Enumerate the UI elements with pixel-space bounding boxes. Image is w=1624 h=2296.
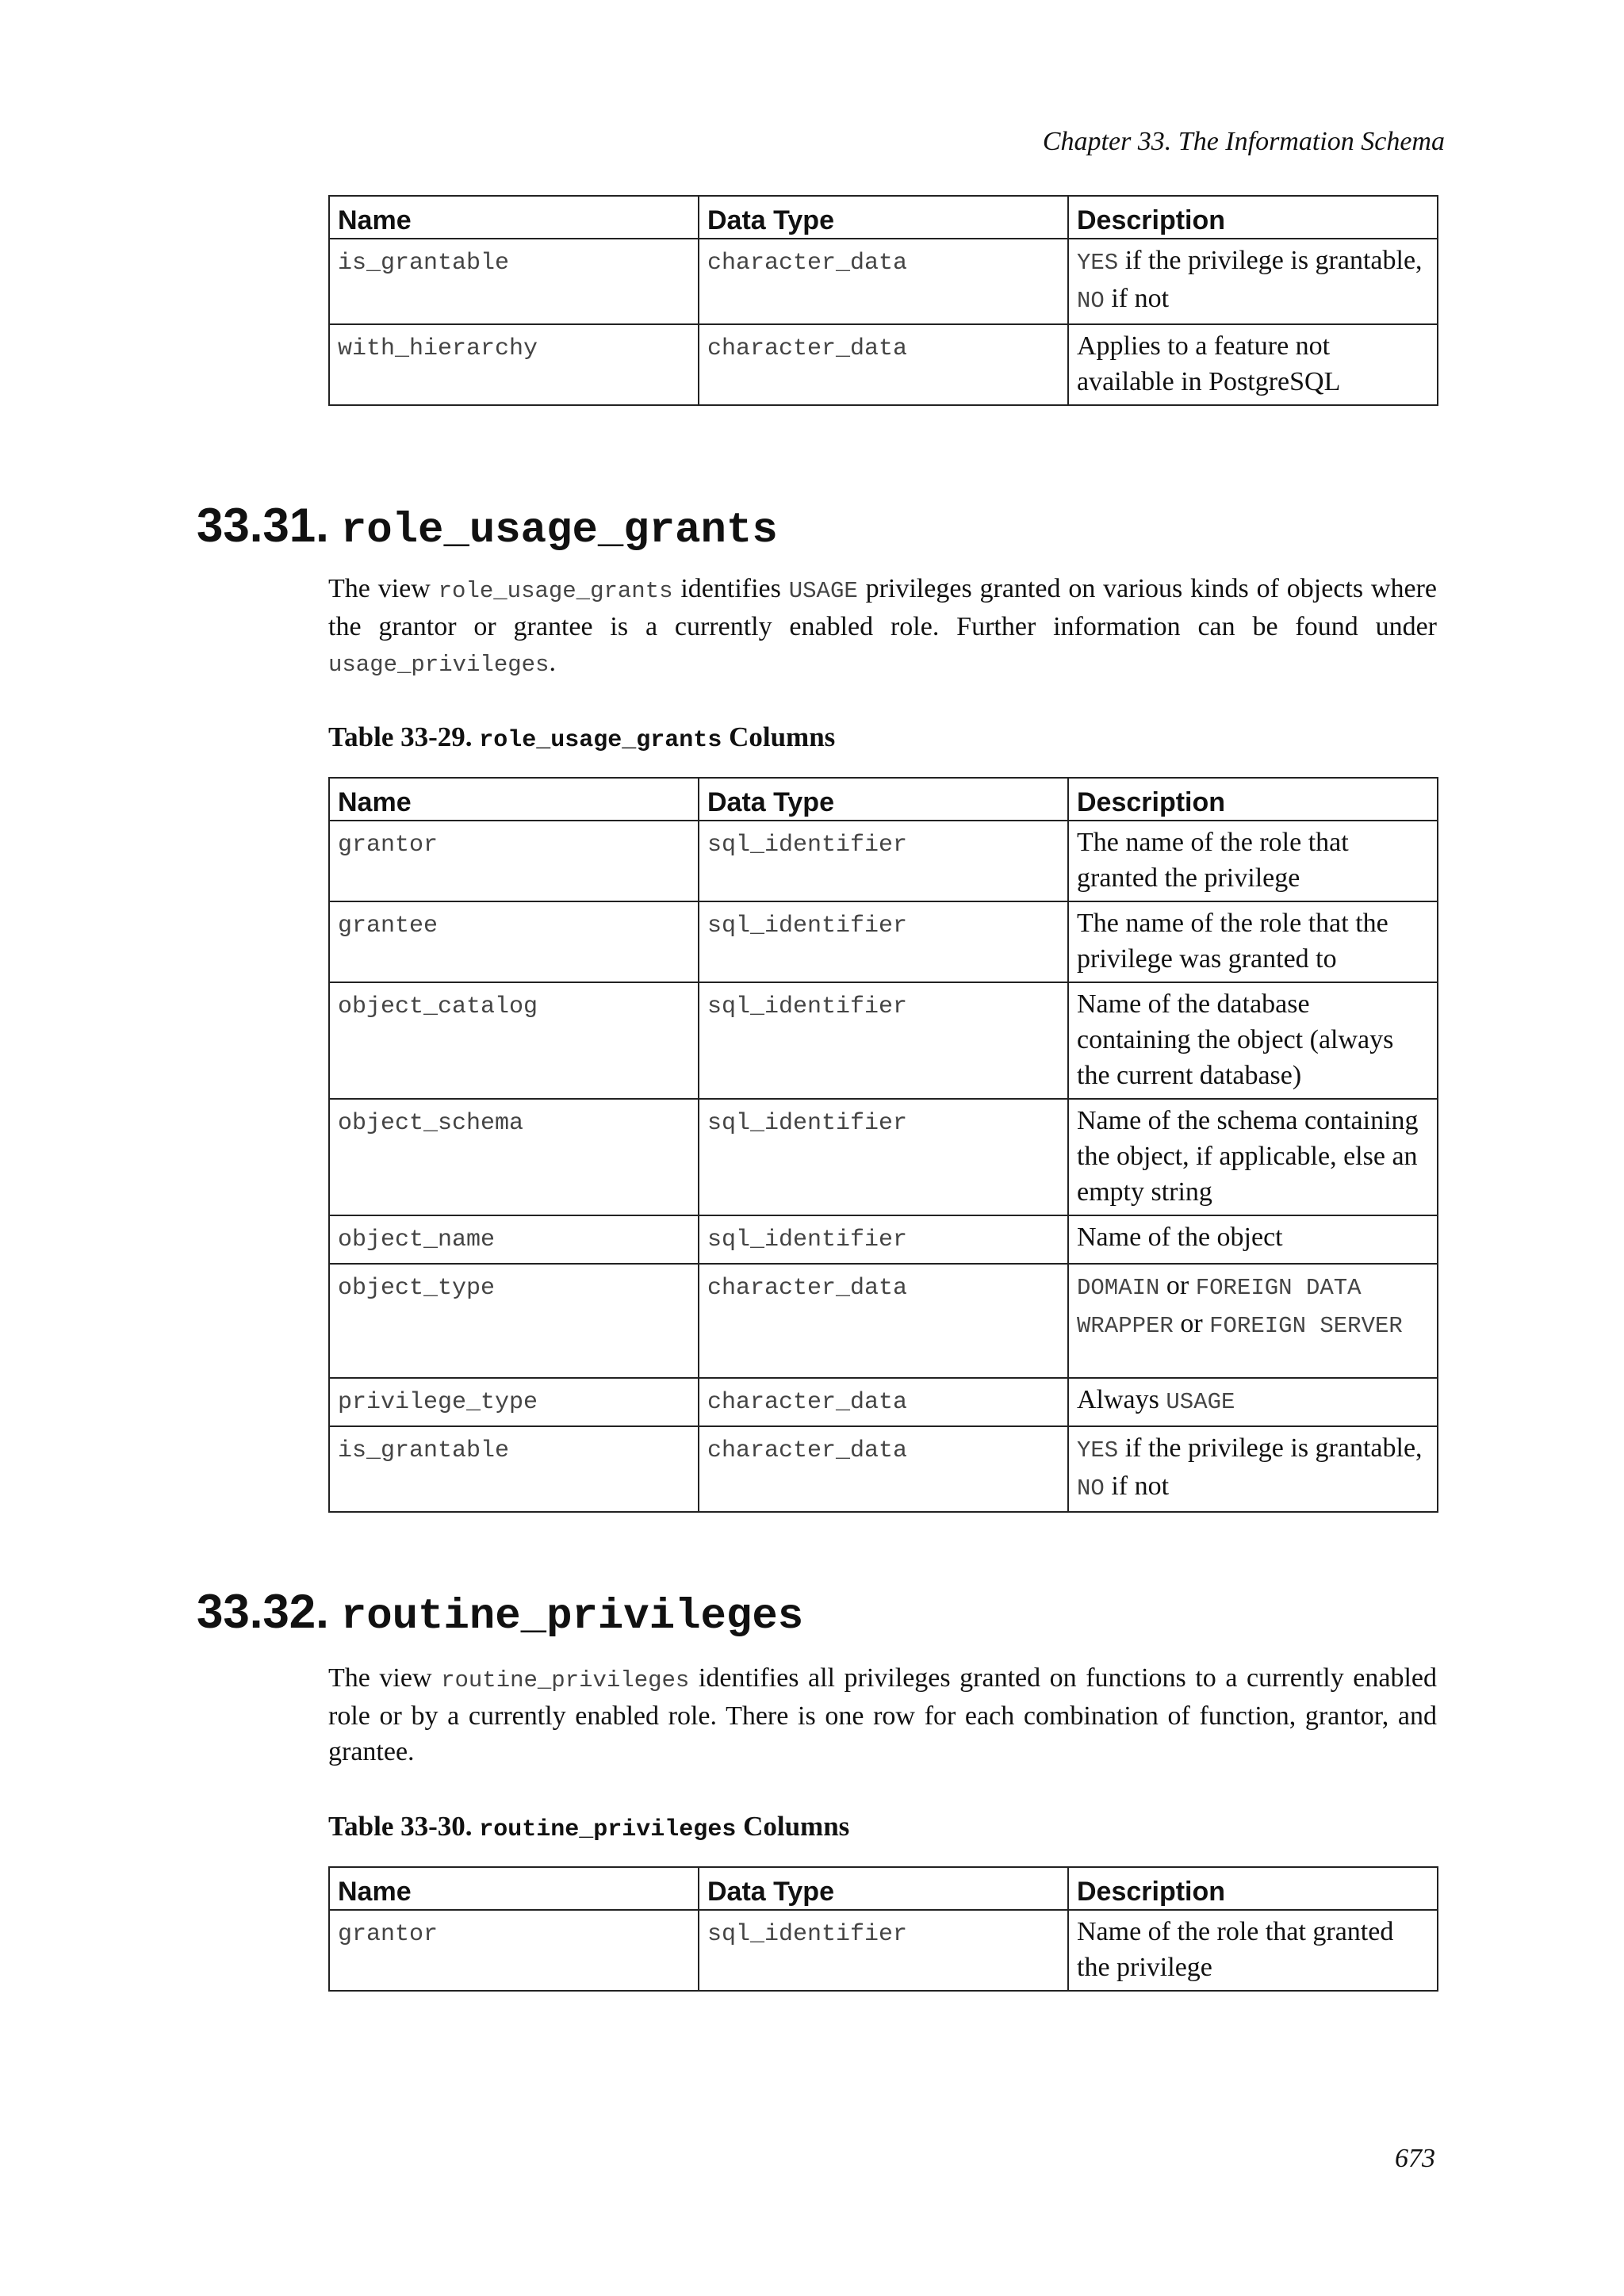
column-header-name: Name xyxy=(329,1867,699,1910)
caption-label: Table 33-30. xyxy=(328,1811,480,1842)
desc-text: if not xyxy=(1104,284,1170,313)
table-row xyxy=(329,1099,1438,1215)
code-literal: USAGE xyxy=(1166,1389,1235,1415)
cell-name: object_schema xyxy=(329,1099,699,1215)
cell-description: The name of the role that granted the privilege xyxy=(1068,821,1438,901)
column-header-description: Description xyxy=(1068,778,1438,821)
text: The view xyxy=(328,1663,442,1693)
cell-type: character_data xyxy=(699,1426,1068,1512)
cell-description xyxy=(1068,239,1438,324)
cell-description: Name of the schema containing the object, if applicable, else an empty string xyxy=(1068,1099,1438,1215)
table-row xyxy=(329,901,1438,982)
cell-name: with_hierarchy xyxy=(329,324,699,405)
section-number: 33.32. xyxy=(197,1585,329,1638)
code-literal: YES xyxy=(1077,1437,1119,1464)
code-literal: FOREIGN SERVER xyxy=(1209,1313,1403,1339)
cell-type: sql_identifier xyxy=(699,1910,1068,1991)
table-row xyxy=(329,239,1438,324)
table-header-row xyxy=(329,196,1438,239)
column-header-description: Description xyxy=(1068,196,1438,239)
cell-name: object_name xyxy=(329,1215,699,1264)
cell-type: sql_identifier xyxy=(699,982,1068,1099)
code-literal: NO xyxy=(1077,288,1105,314)
code-literal: NO xyxy=(1077,1475,1105,1502)
cell-type: character_data xyxy=(699,1378,1068,1426)
running-header: Chapter 33. The Information Schema xyxy=(1042,127,1445,156)
section-number: 33.31. xyxy=(197,499,329,552)
cell-name: grantee xyxy=(329,901,699,982)
desc-text: if not xyxy=(1104,1471,1170,1501)
section-title: role_usage_grants xyxy=(340,507,778,555)
desc-text: or xyxy=(1173,1309,1210,1338)
cell-type: character_data xyxy=(699,239,1068,324)
cell-name: is_grantable xyxy=(329,239,699,324)
section-heading-33-31 xyxy=(197,498,778,559)
code-literal: usage_privileges xyxy=(328,652,550,678)
table-role-usage-grants xyxy=(328,777,1438,1513)
section-heading-33-32 xyxy=(197,1584,803,1645)
cell-name: grantor xyxy=(329,821,699,901)
column-header-description: Description xyxy=(1068,1867,1438,1910)
page-number: 673 xyxy=(1395,2144,1435,2173)
cell-name: grantor xyxy=(329,1910,699,1991)
text: The view xyxy=(328,574,439,603)
table-continued xyxy=(328,195,1438,406)
code-literal: YES xyxy=(1077,250,1119,276)
cell-name: is_grantable xyxy=(329,1426,699,1512)
caption-label: Table 33-29. xyxy=(328,721,480,752)
code-literal: USAGE xyxy=(788,578,858,604)
caption-code: role_usage_grants xyxy=(479,727,722,754)
code-literal: FOREIGN DATA WRAPPER xyxy=(1077,1275,1362,1339)
cell-type: sql_identifier xyxy=(699,901,1068,982)
cell-type: character_data xyxy=(699,1264,1068,1378)
column-header-name: Name xyxy=(329,778,699,821)
table-row xyxy=(329,982,1438,1099)
cell-name: object_type xyxy=(329,1264,699,1378)
cell-description: The name of the role that the privilege was granted to xyxy=(1068,901,1438,982)
cell-type: character_data xyxy=(699,324,1068,405)
cell-description xyxy=(1068,1264,1438,1378)
text: identifies xyxy=(672,574,789,603)
cell-description xyxy=(1068,1378,1438,1426)
cell-description: Applies to a feature not available in PostgreSQL xyxy=(1068,324,1438,405)
cell-description: Name of the database containing the object (always the current database) xyxy=(1068,982,1438,1099)
table-row xyxy=(329,1426,1438,1512)
cell-type: sql_identifier xyxy=(699,1215,1068,1264)
code-literal: routine_privileges xyxy=(441,1667,690,1693)
cell-description: Name of the object xyxy=(1068,1215,1438,1264)
table-row xyxy=(329,1378,1438,1426)
cell-type: sql_identifier xyxy=(699,1099,1068,1215)
cell-description xyxy=(1068,1426,1438,1512)
cell-name: privilege_type xyxy=(329,1378,699,1426)
desc-text: if the privilege is grantable, xyxy=(1118,1433,1423,1463)
table-routine-privileges xyxy=(328,1866,1438,1992)
table-caption xyxy=(328,721,835,754)
table-row xyxy=(329,324,1438,405)
text: . xyxy=(549,648,556,677)
table-row xyxy=(329,1215,1438,1264)
column-header-data-type: Data Type xyxy=(699,778,1068,821)
cell-type: sql_identifier xyxy=(699,821,1068,901)
text: identifies all privileges granted on functions to a currently enabled role or by a currently enabled role. There is one row for each combination of function, grantor, and grantee. xyxy=(328,1663,1437,1766)
column-header-name: Name xyxy=(329,196,699,239)
section-title: routine_privileges xyxy=(340,1593,804,1641)
table-row xyxy=(329,821,1438,901)
desc-text: or xyxy=(1159,1271,1196,1300)
caption-suffix: Columns xyxy=(722,721,836,752)
table-row xyxy=(329,1264,1438,1378)
caption-code: routine_privileges xyxy=(479,1816,737,1843)
code-literal: role_usage_grants xyxy=(438,578,673,604)
table-caption xyxy=(328,1811,849,1843)
table-row xyxy=(329,1910,1438,1991)
code-literal: DOMAIN xyxy=(1077,1275,1160,1301)
desc-text: if the privilege is grantable, xyxy=(1118,246,1423,275)
cell-description: Name of the role that granted the privilege xyxy=(1068,1910,1438,1991)
text: privileges granted on various kinds of objects where the grantor or grantee is a currently enabled role. Further information can be found under xyxy=(328,574,1437,641)
table-header-row xyxy=(329,778,1438,821)
cell-name: object_catalog xyxy=(329,982,699,1099)
column-header-data-type: Data Type xyxy=(699,1867,1068,1910)
table-header-row xyxy=(329,1867,1438,1910)
desc-text: Always xyxy=(1077,1385,1166,1414)
section-intro-paragraph xyxy=(328,571,1437,683)
caption-suffix: Columns xyxy=(736,1811,850,1842)
section-intro-paragraph xyxy=(328,1660,1437,1770)
column-header-data-type: Data Type xyxy=(699,196,1068,239)
